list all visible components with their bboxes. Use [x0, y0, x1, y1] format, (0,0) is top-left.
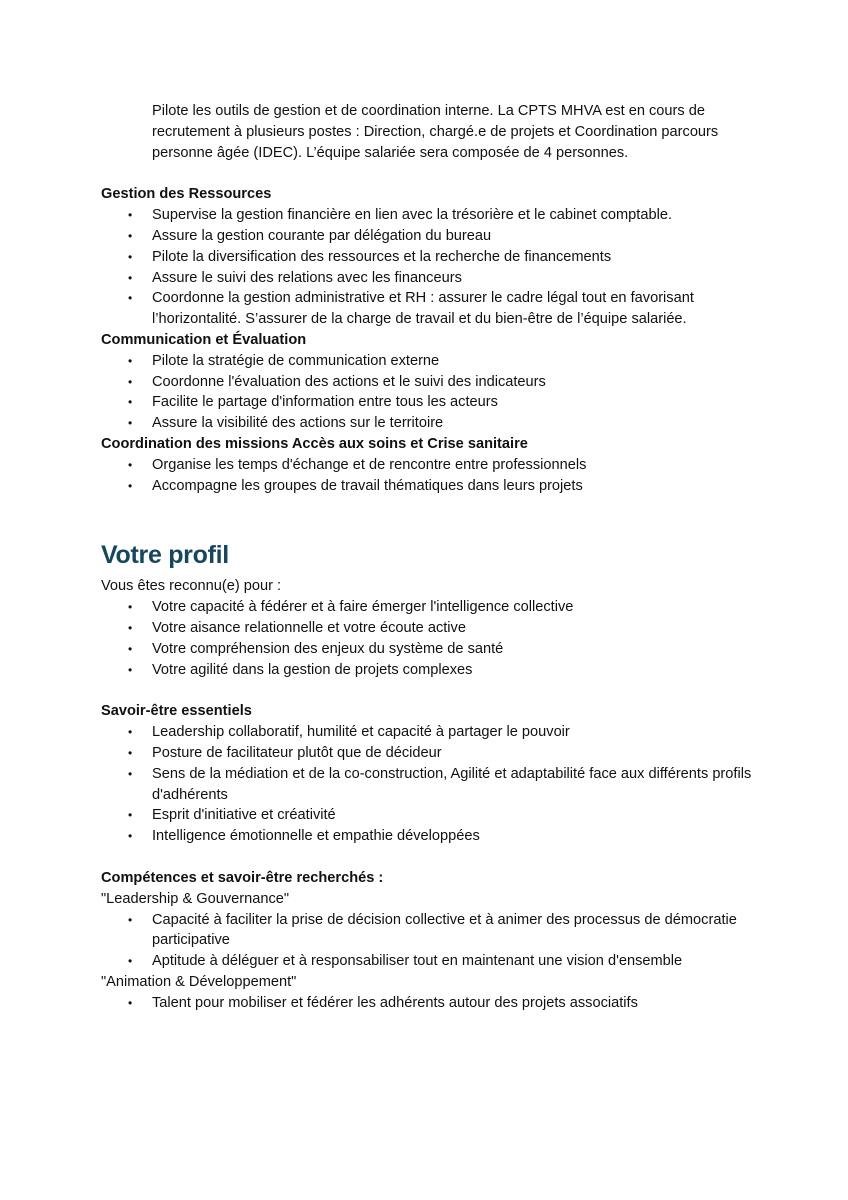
bullet-icon: •: [128, 725, 133, 740]
animation-label: "Animation & Développement": [101, 973, 297, 990]
savoir-etre-heading: Savoir-être essentiels: [101, 703, 252, 720]
communication-heading: Communication et Évaluation: [101, 331, 307, 348]
bullet-icon: •: [128, 395, 133, 410]
list-item: • Pilote la diversification des ressources et la recherche de financements: [101, 247, 761, 268]
bullet-icon: •: [128, 416, 133, 431]
list-item: • Posture de facilitateur plutôt que de décideur: [101, 743, 761, 764]
list-item: • Votre capacité à fédérer et à faire émerger l'intelligence collective: [101, 597, 761, 618]
bullet-icon: •: [128, 620, 133, 635]
bullet-icon: •: [128, 353, 133, 368]
list-item: • Accompagne les groupes de travail thématiques dans leurs projets: [101, 476, 761, 497]
savoir-etre-list: [101, 722, 761, 847]
bullet-icon: •: [128, 808, 133, 823]
bullet-icon: •: [128, 249, 133, 264]
bullet-icon: •: [128, 662, 133, 677]
list-item: • Sens de la médiation et de la co-construction, Agilité et adaptabilité face aux différents profils d'adhérents: [128, 765, 752, 803]
list-item: • Talent pour mobiliser et fédérer les adhérents autour des projets associatifs: [101, 993, 761, 1014]
bullet-icon: •: [128, 374, 133, 389]
bullet-icon: •: [128, 766, 133, 781]
profil-title: Votre profil: [101, 541, 229, 570]
bullet-icon: •: [128, 270, 133, 285]
list-item: • Assure la visibilité des actions sur le territoire: [101, 413, 761, 434]
profil-list: [101, 597, 761, 680]
bullet-icon: •: [128, 641, 133, 656]
spacer: [101, 680, 761, 701]
bullet-icon: •: [128, 995, 133, 1010]
communication-list: [101, 351, 761, 434]
profil-intro: Vous êtes reconnu(e) pour :: [101, 578, 282, 595]
bullet-icon: •: [128, 457, 133, 472]
bullet-icon: •: [128, 478, 133, 493]
competences-heading: Compétences et savoir-être recherchés :: [101, 869, 384, 886]
list-item: • Assure le suivi des relations avec les financeurs: [101, 268, 761, 289]
list-item: • Supervise la gestion financière en lien avec la trésorière et le cabinet comptable.: [101, 205, 761, 226]
leadership-label: "Leadership & Gouvernance": [101, 890, 290, 907]
list-item: • Votre agilité dans la gestion de projets complexes: [101, 660, 761, 681]
leadership-list: [101, 910, 761, 972]
list-item: • Organise les temps d'échange et de rencontre entre professionnels: [101, 455, 761, 476]
intro-paragraph: Pilote les outils de gestion et de coordination interne. La CPTS MHVA est en cours de recrutement à plusieurs postes : Direction, chargé.e de projets et Coordination parcours personne âgée (IDEC). L’équipe salariée sera composée de 4 personnes.: [152, 103, 719, 161]
coordination-list: [101, 455, 761, 497]
document-page: [101, 101, 761, 1013]
list-item: • Pilote la stratégie de communication externe: [101, 351, 761, 372]
list-item: • Votre aisance relationnelle et votre écoute active: [101, 618, 761, 639]
spacer: [101, 496, 761, 540]
bullet-icon: •: [128, 291, 133, 306]
list-item: • Coordonne la gestion administrative et RH : assurer le cadre légal tout en favorisant l’horizontalité. S’assurer de la charge de travail et du bien-être de l’équipe salariée.: [128, 290, 694, 328]
list-item: • Intelligence émotionnelle et empathie développées: [101, 826, 761, 847]
list-item: • Esprit d'initiative et créativité: [101, 805, 761, 826]
bullet-icon: •: [128, 228, 133, 243]
bullet-icon: •: [128, 745, 133, 760]
list-item: • Aptitude à déléguer et à responsabiliser tout en maintenant une vision d'ensemble: [101, 951, 761, 972]
spacer: [101, 847, 761, 868]
bullet-icon: •: [128, 600, 133, 615]
animation-list: [101, 993, 761, 1014]
list-item: • Capacité à faciliter la prise de décision collective et à animer des processus de démocratie participative: [128, 911, 737, 949]
spacer: [101, 163, 761, 184]
gestion-heading: Gestion des Ressources: [101, 186, 272, 203]
bullet-icon: •: [128, 208, 133, 223]
bullet-icon: •: [128, 954, 133, 969]
coordination-heading: Coordination des missions Accès aux soins et Crise sanitaire: [101, 435, 528, 452]
list-item: • Leadership collaboratif, humilité et capacité à partager le pouvoir: [101, 722, 761, 743]
list-item: • Assure la gestion courante par délégation du bureau: [101, 226, 761, 247]
list-item: • Coordonne l'évaluation des actions et le suivi des indicateurs: [101, 372, 761, 393]
list-item: • Votre compréhension des enjeux du système de santé: [101, 639, 761, 660]
list-item: • Facilite le partage d'information entre tous les acteurs: [101, 392, 761, 413]
bullet-icon: •: [128, 829, 133, 844]
gestion-list: [101, 205, 761, 330]
bullet-icon: •: [128, 912, 133, 927]
